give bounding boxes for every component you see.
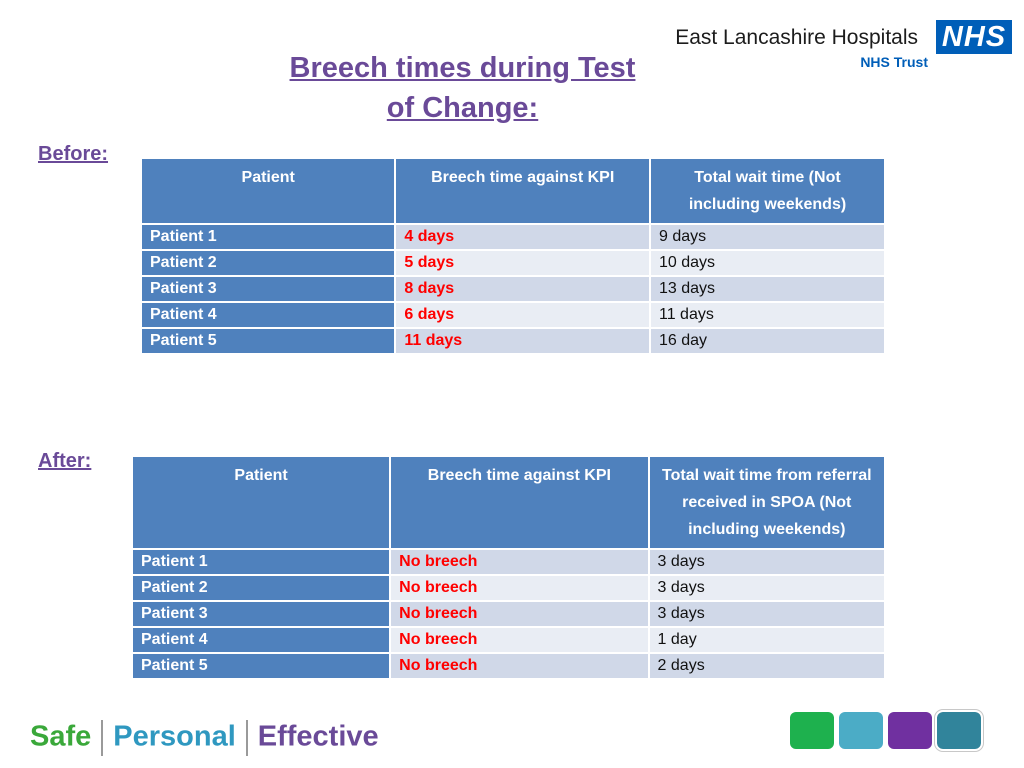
slide-title: [270, 48, 655, 128]
before-label: Before:: [38, 143, 109, 165]
table-row: [141, 224, 885, 250]
patient-cell: Patient 3: [132, 601, 390, 627]
nhs-badge: NHS: [936, 20, 1012, 54]
breech-cell: No breech: [390, 653, 648, 679]
col-wait-header: Total wait time from referral received in SPOA (Not including weekends): [649, 456, 885, 549]
breech-cell: No breech: [390, 601, 648, 627]
patient-cell: Patient 5: [141, 328, 395, 354]
before-header-row: [141, 158, 885, 224]
wait-time-cell: 1 day: [649, 627, 885, 653]
wait-time-cell: 16 day: [650, 328, 885, 354]
table-row: [141, 250, 885, 276]
table-row: [132, 627, 885, 653]
wait-time-cell: 13 days: [650, 276, 885, 302]
tagline-divider: [246, 720, 248, 756]
patient-cell: Patient 1: [141, 224, 395, 250]
wait-time-cell: 3 days: [649, 575, 885, 601]
breech-cell: 11 days: [395, 328, 650, 354]
col-patient-header: Patient: [132, 456, 390, 549]
col-patient-header: Patient: [141, 158, 395, 224]
wait-time-cell: 3 days: [649, 601, 885, 627]
breech-cell: 8 days: [395, 276, 650, 302]
patient-cell: Patient 1: [132, 549, 390, 575]
breech-cell: 4 days: [395, 224, 650, 250]
patient-cell: Patient 3: [141, 276, 395, 302]
table-row: [141, 328, 885, 354]
wait-time-cell: 3 days: [649, 549, 885, 575]
table-row: [132, 549, 885, 575]
table-row: [132, 575, 885, 601]
tagline-divider: [101, 720, 103, 756]
org-name: East Lancashire Hospitals: [675, 26, 918, 49]
patient-cell: Patient 4: [141, 302, 395, 328]
title-line-2: of Change:: [386, 92, 539, 124]
table-row: [132, 653, 885, 679]
breech-cell: 5 days: [395, 250, 650, 276]
breech-cell: No breech: [390, 549, 648, 575]
wait-time-cell: 11 days: [650, 302, 885, 328]
table-row: [141, 276, 885, 302]
after-table-body: [132, 549, 885, 679]
footer-tagline: [30, 720, 379, 756]
after-table: [131, 455, 886, 680]
before-table: [140, 157, 886, 355]
tagline-effective: Effective: [257, 720, 379, 753]
breech-cell: 6 days: [395, 302, 650, 328]
blue-swatch: [937, 712, 981, 749]
green-swatch: [790, 712, 834, 749]
trust-name: NHS Trust: [860, 54, 928, 70]
breech-cell: No breech: [390, 575, 648, 601]
patient-cell: Patient 4: [132, 627, 390, 653]
col-wait-header: Total wait time (Not including weekends): [650, 158, 885, 224]
patient-cell: Patient 2: [141, 250, 395, 276]
table-row: [132, 601, 885, 627]
breech-cell: No breech: [390, 627, 648, 653]
patient-cell: Patient 5: [132, 653, 390, 679]
col-breech-header: Breech time against KPI: [390, 456, 648, 549]
tagline-personal: Personal: [113, 720, 236, 753]
wait-time-cell: 10 days: [650, 250, 885, 276]
table-row: [141, 302, 885, 328]
patient-cell: Patient 2: [132, 575, 390, 601]
after-header-row: [132, 456, 885, 549]
purple-swatch: [888, 712, 932, 749]
after-label: After:: [38, 450, 92, 472]
teal-swatch: [839, 712, 883, 749]
trust-logo: [652, 20, 1012, 80]
wait-time-cell: 2 days: [649, 653, 885, 679]
before-table-body: [141, 224, 885, 354]
wait-time-cell: 9 days: [650, 224, 885, 250]
title-line-1: Breech times during Test: [289, 52, 636, 84]
tagline-safe: Safe: [30, 720, 92, 753]
col-breech-header: Breech time against KPI: [395, 158, 650, 224]
